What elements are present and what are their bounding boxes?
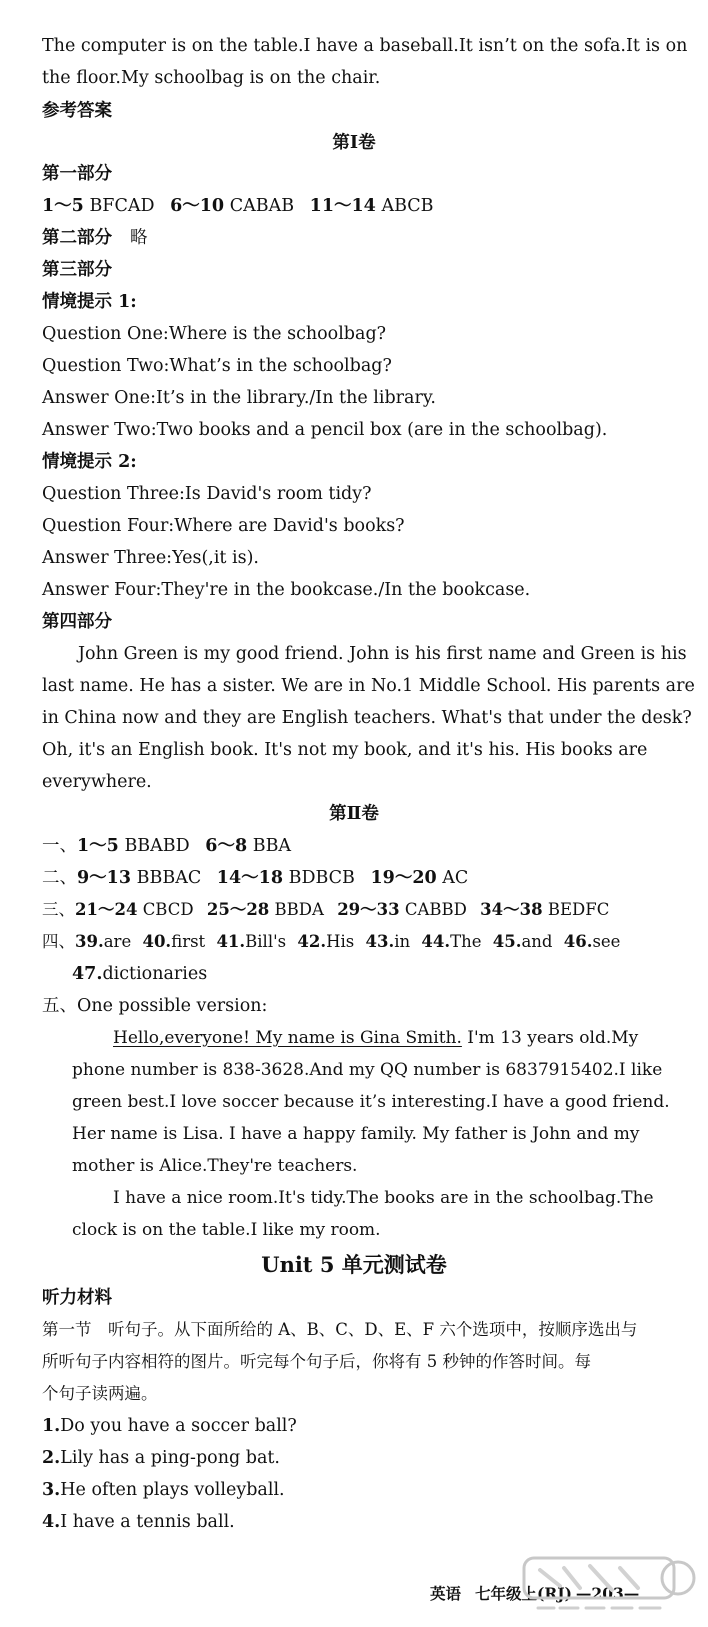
scene-1-line: Question One:Where is the schoolbag?	[42, 324, 387, 344]
watermark-strokes	[540, 1566, 638, 1590]
answer-range: 21～24	[75, 900, 138, 919]
part-1-answers	[42, 194, 434, 218]
answer-letters: BBDA	[274, 900, 324, 919]
item-number: 41.	[216, 932, 246, 951]
section-label: 四、	[42, 932, 75, 951]
listening-sentence	[42, 1446, 280, 1470]
item-number: 44.	[421, 932, 451, 951]
answer-range: 9～13	[77, 868, 132, 888]
scene-2-heading: 情境提示 2:	[42, 452, 137, 472]
part-2-note: 略	[130, 228, 148, 248]
item-word: are	[103, 932, 132, 951]
part-3-heading: 第三部分	[42, 260, 112, 280]
item-number: 45.	[492, 932, 522, 951]
volume-2-title: 第Ⅱ卷	[329, 804, 379, 824]
scene-1-heading: 情境提示 1:	[42, 292, 137, 312]
essay-first-line-rest: I'm 13 years old.My	[461, 1028, 639, 1048]
vol2-section-5-intro	[42, 994, 267, 1018]
item-word: Bill's	[245, 932, 287, 951]
sentence-number: 2.	[42, 1448, 61, 1468]
item-word: and	[521, 932, 553, 951]
answer-range: 1～5	[77, 836, 119, 856]
answer-letters: CABAB	[229, 196, 295, 216]
scene-2-line: Answer Three:Yes(,it is).	[42, 548, 259, 568]
item-word: first	[171, 932, 206, 951]
section-label: 一、	[42, 836, 77, 856]
scene-2-line: Question Three:Is David's room tidy?	[42, 484, 372, 504]
listening-sentence	[42, 1478, 285, 1502]
item-word: see	[592, 932, 621, 951]
part-4-line: John Green is my good friend. John is his first name and Green is his	[78, 644, 687, 664]
listening-sentence	[42, 1414, 297, 1438]
scene-2-line: Question Four:Where are David's books?	[42, 516, 405, 536]
instruction-line: 个句子读两遍。	[42, 1384, 158, 1403]
essay-line-1	[113, 1026, 638, 1050]
sentence-number: 1.	[42, 1416, 61, 1436]
watermark-circle	[662, 1562, 694, 1594]
sentence-text: Do you have a soccer ball?	[60, 1416, 297, 1436]
top-text-line-1: The computer is on the table.I have a baseball.It isn’t on the sofa.It is on	[42, 36, 688, 56]
essay-line: phone number is 838-3628.And my QQ number is 6837915402.I like	[72, 1060, 663, 1080]
item-number: 40.	[142, 932, 172, 951]
top-text-line-2: the floor.My schoolbag is on the chair.	[42, 68, 381, 88]
answer-range: 14～18	[216, 868, 284, 888]
item-number: 47.	[72, 964, 103, 984]
footer-grade: 七年级上(RJ)	[475, 1584, 572, 1603]
part-1-heading: 第一部分	[42, 164, 112, 184]
vol2-section-3	[42, 898, 609, 922]
sentence-text: I have a tennis ball.	[60, 1512, 235, 1532]
part-4-line: last name. He has a sister. We are in No.1 Middle School. His parents are	[42, 676, 695, 696]
sentence-number: 4.	[42, 1512, 61, 1532]
part-4-heading: 第四部分	[42, 612, 112, 632]
essay-line: mother is Alice.They're teachers.	[72, 1156, 358, 1176]
answer-letters: BEDFC	[547, 900, 610, 919]
listening-sentence	[42, 1510, 235, 1534]
answer-range: 6～8	[205, 836, 248, 856]
volume-1-title: 第Ⅰ卷	[332, 133, 376, 153]
essay-line: clock is on the table.I like my room.	[72, 1220, 381, 1240]
vol2-section-2	[42, 866, 468, 890]
answer-letters: ABCB	[381, 196, 434, 216]
item-number: 43.	[365, 932, 395, 951]
answer-letters: BBA	[252, 836, 292, 856]
item-number: 46.	[563, 932, 593, 951]
answer-range: 11～14	[309, 196, 376, 216]
answer-range: 1～5	[42, 196, 84, 216]
instruction-line: 第一节 听句子。从下面所给的 A、B、C、D、E、F 六个选项中，按顺序选出与	[42, 1320, 638, 1339]
footer-subject: 英语	[430, 1584, 462, 1603]
item-number: 42.	[297, 932, 327, 951]
essay-line: Her name is Lisa. I have a happy family. My father is John and my	[72, 1124, 640, 1144]
item-word: The	[450, 932, 482, 951]
part-2-heading: 第二部分	[42, 228, 112, 248]
item-word: in	[394, 932, 411, 951]
item-word: His	[326, 932, 355, 951]
section-label: 三、	[42, 900, 75, 919]
essay-line: green best.I love soccer because it’s interesting.I have a good friend.	[72, 1092, 670, 1112]
answer-letters: BDBCB	[288, 868, 355, 888]
scene-1-line: Answer One:It’s in the library./In the library.	[42, 388, 436, 408]
essay-underlined-opening: Hello,everyone! My name is Gina Smith.	[113, 1028, 462, 1048]
unit-5-title: Unit 5 单元测试卷	[261, 1252, 447, 1277]
part-4-line: Oh, it's an English book. It's not my book, and it's his. His books are	[42, 740, 648, 760]
instruction-line: 所听句子内容相符的图片。听完每个句子后，你将有 5 秒钟的作答时间。每	[42, 1352, 591, 1371]
answer-range: 34～38	[480, 900, 543, 919]
answer-letters: CBCD	[142, 900, 194, 919]
item-word: dictionaries	[102, 964, 208, 984]
vol2-section-1	[42, 834, 291, 858]
answer-letters: BFCAD	[89, 196, 155, 216]
section-label: 五、	[42, 996, 77, 1016]
vol2-section-4-cont	[72, 962, 207, 986]
answer-letters: BBBAC	[136, 868, 202, 888]
answer-key-heading: 参考答案	[42, 101, 112, 121]
essay-line: I have a nice room.It's tidy.The books are in the schoolbag.The	[113, 1188, 654, 1208]
part-4-line: everywhere.	[42, 772, 152, 792]
sentence-number: 3.	[42, 1480, 61, 1500]
answer-range: 25～28	[206, 900, 270, 919]
answer-range: 19～20	[370, 868, 437, 888]
footer-page-number: —203—	[575, 1584, 640, 1603]
scene-2-line: Answer Four:They're in the bookcase./In the bookcase.	[42, 580, 531, 600]
vol2-section-4	[42, 930, 620, 954]
listening-heading: 听力材料	[42, 1288, 112, 1308]
answer-range: 6～10	[170, 196, 225, 216]
watermark-logo	[520, 1552, 698, 1618]
scene-1-line: Answer Two:Two books and a pencil box (are in the schoolbag).	[42, 420, 608, 440]
answer-range: 29～33	[337, 900, 400, 919]
answer-letters: BBABD	[124, 836, 190, 856]
section-label: 二、	[42, 868, 77, 888]
part-2-line	[42, 226, 148, 250]
scene-1-line: Question Two:What’s in the schoolbag?	[42, 356, 392, 376]
sentence-text: He often plays volleyball.	[60, 1480, 285, 1500]
part-4-line: in China now and they are English teachers. What's that under the desk?	[42, 708, 692, 728]
answer-letters: AC	[442, 868, 469, 888]
answer-letters: CABBD	[404, 900, 467, 919]
sentence-text: Lily has a ping-pong bat.	[60, 1448, 280, 1468]
version-intro: One possible version:	[77, 996, 268, 1016]
item-number: 39.	[75, 932, 104, 951]
